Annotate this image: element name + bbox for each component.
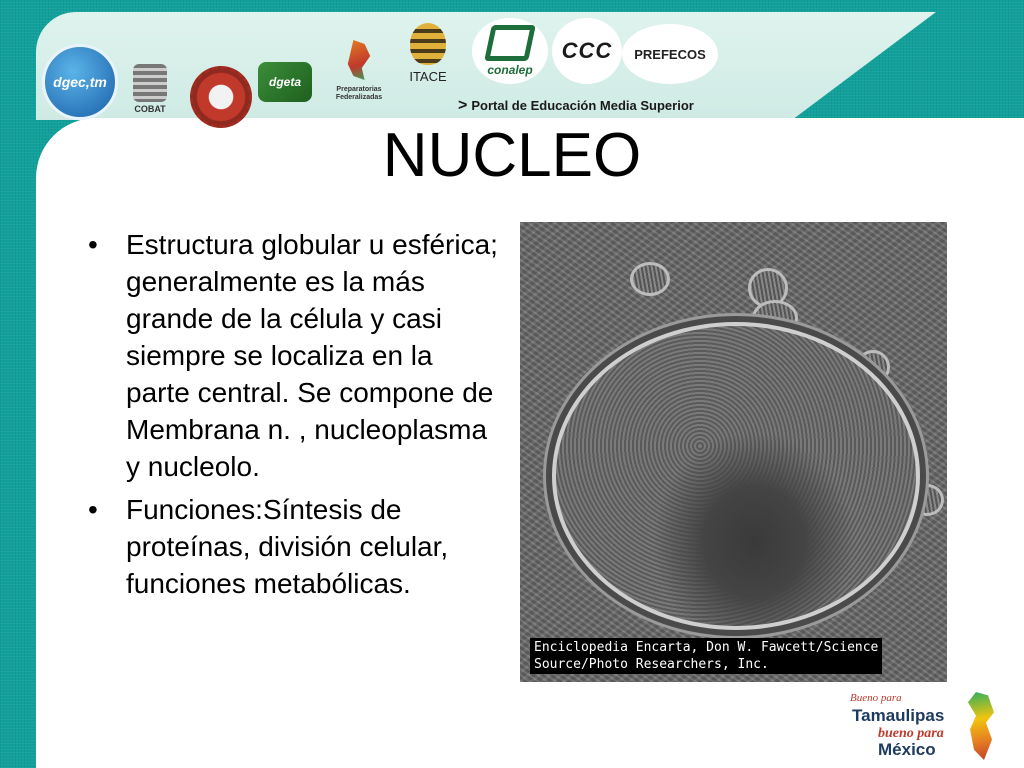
bullet-item: • Estructura globular u esférica; generalmente es la más grande de la célula y casi siempre se localiza en la parte central. Se compone de Membrana n. , nucleoplasma y nucleolo. <box>84 226 504 485</box>
dgeta-logo-text: dgeta <box>268 75 301 89</box>
chevron-right-icon: > <box>458 97 468 114</box>
tamaulipas-line-3: bueno para <box>878 726 944 741</box>
dgeta-logo <box>258 62 312 102</box>
nucleus-shape <box>552 322 920 630</box>
tamaulipas-line-4: México <box>878 740 936 759</box>
cobat-logo-text: COBAT <box>134 104 166 114</box>
tamaulipas-map-icon <box>962 692 1002 760</box>
image-caption <box>530 638 882 674</box>
bullet-list <box>84 226 504 608</box>
cobat-logo <box>128 60 172 118</box>
tamaulipas-line-2: Tamaulipas <box>852 706 945 725</box>
prepa-map-icon <box>345 40 373 80</box>
cecyt-logo <box>552 18 622 84</box>
bullet-item: • Funciones:Síntesis de proteínas, división celular, funciones metabólicas. <box>84 491 504 602</box>
itace-logo <box>396 18 460 88</box>
gear-logo-icon <box>190 66 252 128</box>
prefecos-logo <box>622 24 718 84</box>
portal-label: Portal de Educación Media Superior <box>471 98 694 113</box>
prefecos-logo-text: PREFECOS <box>634 46 706 62</box>
dgeti-logo-text: dgec,tm <box>53 74 107 90</box>
tamaulipas-logo <box>844 692 1014 762</box>
prepa-logo <box>330 34 388 108</box>
portal-link[interactable] <box>458 97 694 115</box>
tamaulipas-line-1: Bueno para <box>850 692 902 704</box>
caption-line-2: Source/Photo Researchers, Inc. <box>534 657 769 672</box>
conalep-logo <box>472 18 548 84</box>
breadcrumb-label: BIOLOGÍA <box>71 131 125 143</box>
slide-title: NUCLEO <box>382 121 642 190</box>
mitochondrion-shape <box>630 262 670 296</box>
bee-icon <box>410 23 446 65</box>
conalep-mark-icon <box>484 25 536 61</box>
cecyt-logo-text: CCC <box>561 38 613 63</box>
itace-logo-text: ITACE <box>409 68 447 84</box>
cobat-mark-icon <box>133 64 167 102</box>
prepa-logo-text: Preparatorias Federalizadas <box>335 86 383 101</box>
dgeti-logo <box>42 44 118 120</box>
nucleus-micrograph <box>520 222 947 682</box>
caption-line-1: Enciclopedia Encarta, Don W. Fawcett/Science <box>534 640 879 655</box>
conalep-logo-text: conalep <box>487 63 533 77</box>
chevron-right-icon: > <box>62 131 69 143</box>
